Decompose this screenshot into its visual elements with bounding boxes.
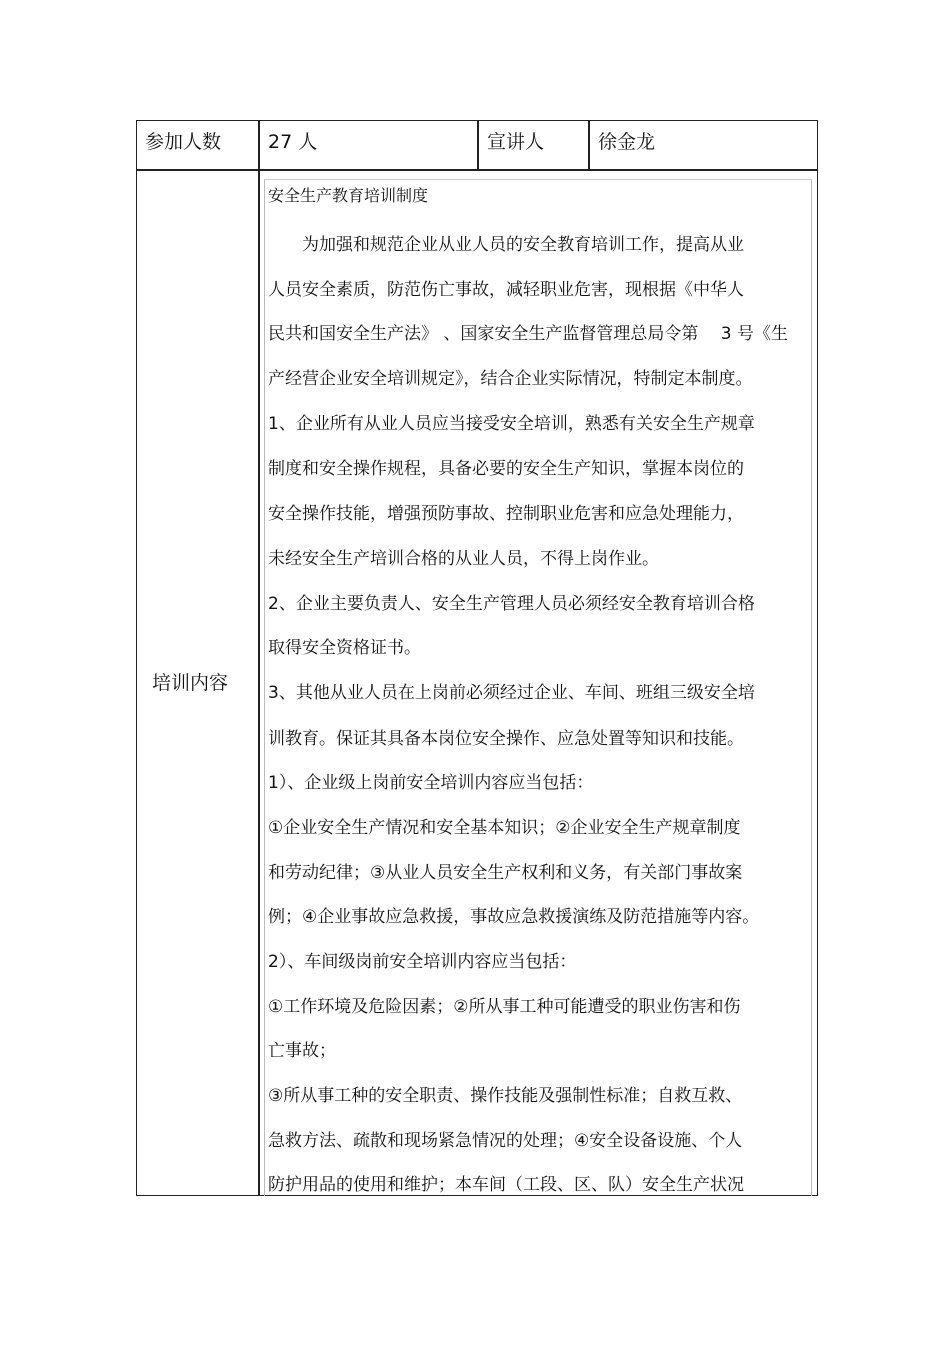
content-line: 3、其他从业人员在上岗前必须经过企业、车间、班组三级安全培 bbox=[268, 683, 755, 703]
speaker-value: 徐金龙 bbox=[598, 131, 656, 153]
content-line: 民共和国安全生产法》 、国家安全生产监督管理总局令第 3 号《生 bbox=[268, 324, 789, 344]
content-line: ③所从事工种的安全职责、操作技能及强制性标准；自救互救、 bbox=[268, 1086, 743, 1106]
column-divider-3 bbox=[588, 120, 590, 170]
content-line: 和劳动纪律；③从业人员安全生产权利和义务，有关部门事故案 bbox=[268, 863, 743, 883]
content-line: 未经安全生产培训合格的从业人员，不得上岗作业。 bbox=[268, 549, 659, 569]
content-line: 1、企业所有从业人员应当接受安全培训，熟悉有关安全生产规章 bbox=[268, 414, 755, 434]
content-line: 取得安全资格证书。 bbox=[268, 638, 421, 658]
column-divider-2 bbox=[477, 120, 479, 170]
column-divider-1 bbox=[258, 120, 260, 1196]
content-line: ①工作环境及危险因素；②所从事工种可能遭受的职业伤害和伤 bbox=[268, 997, 741, 1017]
content-line: 2、企业主要负责人、安全生产管理人员必须经安全教育培训合格 bbox=[268, 594, 755, 614]
content-title: 安全生产教育培训制度 bbox=[268, 186, 429, 205]
content-line: 训教育。保证其具备本岗位安全操作、应急处置等知识和技能。 bbox=[268, 729, 744, 749]
content-line: 安全操作技能，增强预防事故、控制职业危害和应急处理能力， bbox=[268, 504, 744, 524]
content-line: 2）、车间级岗前安全培训内容应当包括： bbox=[268, 952, 577, 972]
content-line: 制度和安全操作规程，具备必要的安全生产知识，掌握本岗位的 bbox=[268, 459, 744, 479]
content-line: 为加强和规范企业从业人员的安全教育培训工作，提高从业 bbox=[268, 235, 744, 255]
participants-value: 27 人 bbox=[268, 131, 318, 153]
row-divider bbox=[136, 169, 818, 171]
content-line: 1）、企业级上岗前安全培训内容应当包括： bbox=[268, 773, 594, 793]
content-line: 例；④企业事故应急救援，事故应急救援演练及防范措施等内容。 bbox=[268, 907, 760, 927]
content-line: 产经营企业安全培训规定》，结合企业实际情况，特制定本制度。 bbox=[268, 369, 753, 389]
content-line: 人员安全素质，防范伤亡事故，减轻职业危害，现根据《中华人 bbox=[268, 280, 744, 300]
speaker-label: 宣讲人 bbox=[487, 131, 545, 153]
content-line: 急救方法、疏散和现场紧急情况的处理；④安全设备设施、个人 bbox=[268, 1131, 743, 1151]
content-line: 防护用品的使用和维护；本车间（工段、区、队）安全生产状况 bbox=[268, 1175, 744, 1195]
content-line: ①企业安全生产情况和安全基本知识；②企业安全生产规章制度 bbox=[268, 818, 741, 838]
content-label: 培训内容 bbox=[152, 672, 229, 694]
participants-label: 参加人数 bbox=[145, 131, 222, 153]
content-line: 亡事故； bbox=[268, 1041, 336, 1061]
